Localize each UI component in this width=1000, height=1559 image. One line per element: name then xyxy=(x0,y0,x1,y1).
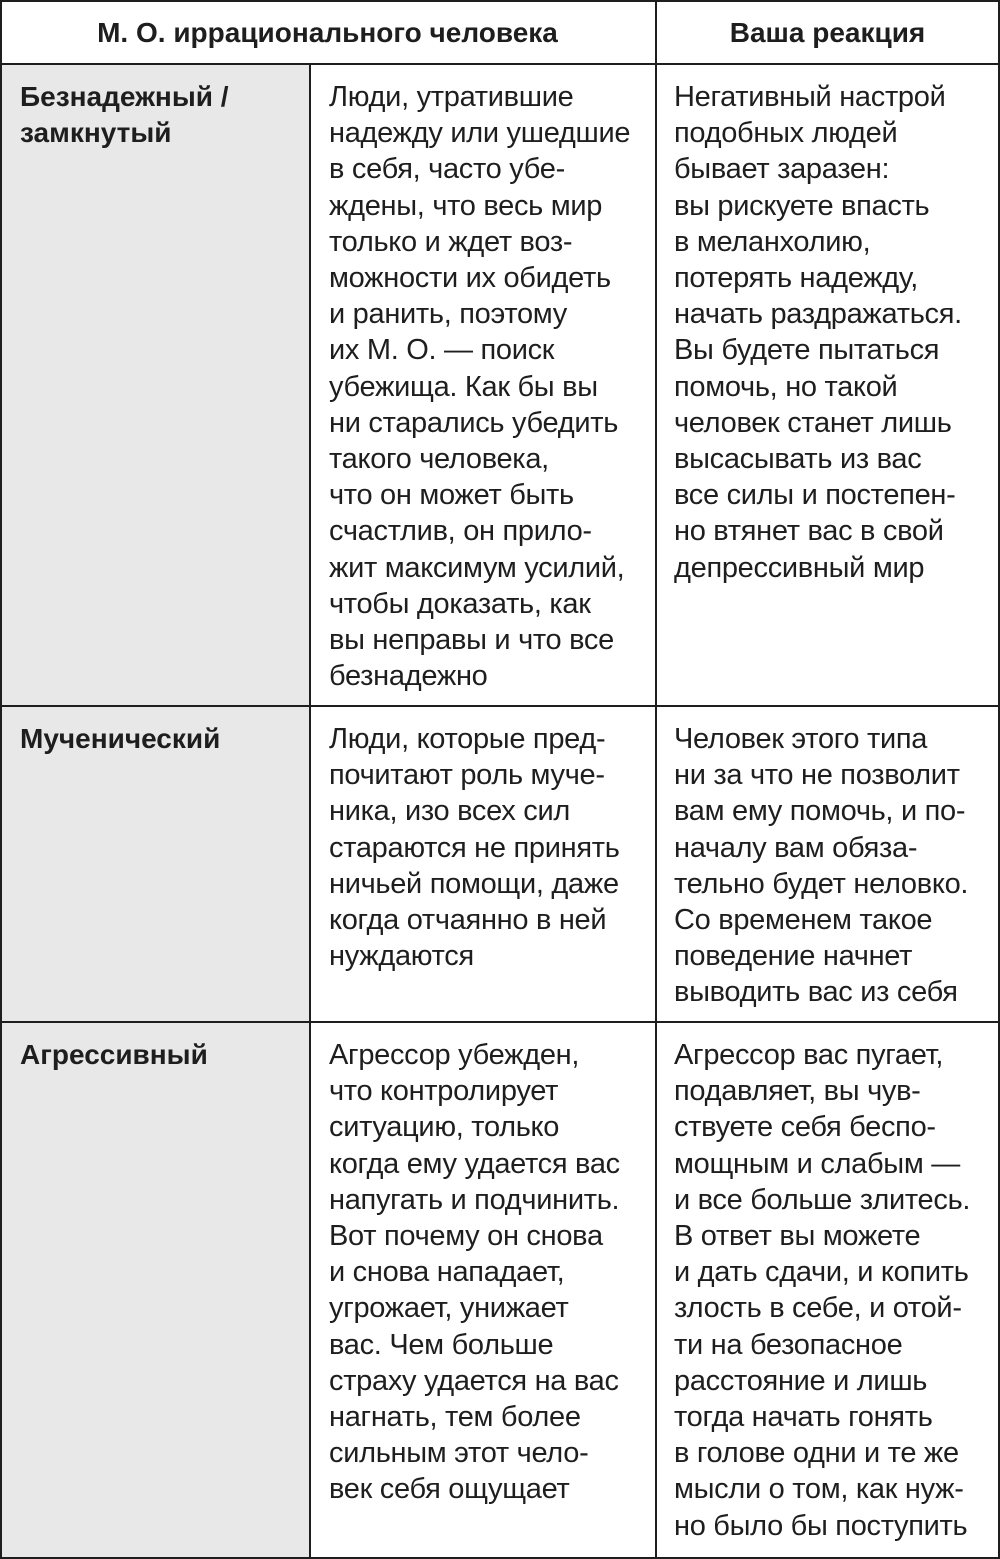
row-type-aggressive: Агрессивный xyxy=(20,1039,208,1070)
column-divider xyxy=(309,64,311,1559)
row-type-martyr: Мученический xyxy=(20,723,221,754)
row-response-aggressive: Агрессор вас пугает, подавляет, вы чув- ствуете себя беспо- мощным и слабым — и все больше злитесь. В ответ вы можете и дать сдачи, и копить злость в себе, и отой- ти на безопасное расстояние и лишь тогда начать гонять в голове одни и те же мысли о том, как нуж- но было бы поступить xyxy=(674,1039,971,1542)
column-header-response: Ваша реакция xyxy=(729,17,926,48)
row-description-martyr: Люди, которые пред- почитают роль муче- ника, изо всех сил стараются не принять ничьей помощи, даже когда отчаянно в ней нуждаются xyxy=(329,723,620,973)
row-type-hopeless: Безнадежный / замкнутый xyxy=(20,81,229,148)
row-response-hopeless: Негативный настрой подобных людей бывает заразен: вы рискуете впасть в меланхолию, потерять надежду, начать раздражаться. Вы будете пытаться помочь, но такой человек станет лишь высасывать из вас все силы и постепен- но втянет вас в свой депрессивный мир xyxy=(674,81,962,584)
column-header-type: М. О. иррационального человека xyxy=(97,17,558,48)
column-divider xyxy=(655,0,657,1559)
row-description-aggressive: Агрессор убежден, что контролирует ситуацию, только когда ему удается вас напугать и подчинить. Вот почему он снова и снова нападает, угрожает, унижает вас. Чем больше страху удается на вас нагнать, тем более сильным этот чело- век себя ощущает xyxy=(329,1039,620,1506)
type-column-background xyxy=(0,64,310,1559)
row-divider xyxy=(0,1021,1000,1023)
row-response-martyr: Человек этого типа ни за что не позволит вам ему помочь, и по- началу вам обяза- тельно будет неловко. Со временем такое поведение начнет выводить вас из себя xyxy=(674,723,969,1009)
row-description-hopeless: Люди, утратившие надежду или ушедшие в себя, часто убе- ждены, что весь мир только и ждет воз- можности их обидеть и ранить, поэтому их М. О. — поиск убежища. Как бы вы ни старались убедить такого человека, что он может быть счастлив, он прило- жит максимум усилий, чтобы доказать, как вы неправы и что все безнадежно xyxy=(329,81,631,693)
table-border-left xyxy=(0,0,2,1559)
row-divider xyxy=(0,705,1000,707)
